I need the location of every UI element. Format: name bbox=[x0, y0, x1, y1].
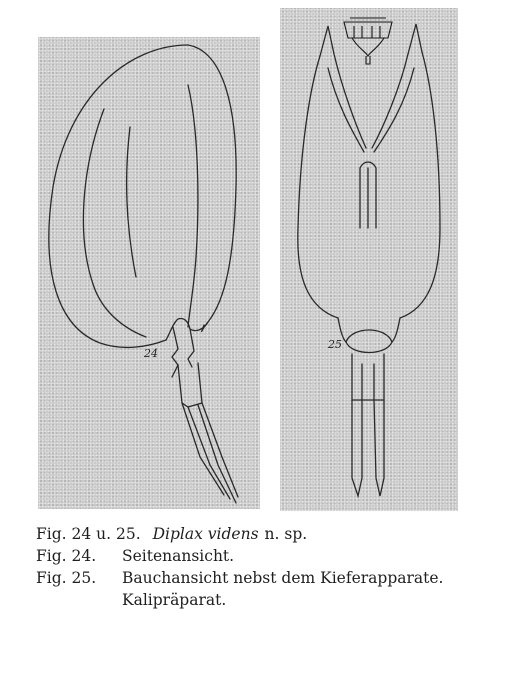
caption-species-name: Diplax videns bbox=[152, 525, 259, 543]
figure-25-label: 25 bbox=[328, 338, 342, 351]
caption-fig-25-text: Bauchansicht nebst dem Kieferapparate. bbox=[122, 569, 444, 587]
caption-line-1 bbox=[36, 523, 516, 545]
caption-species-suffix: n. sp. bbox=[264, 525, 308, 543]
caption-fig-24-text: Seitenansicht. bbox=[122, 547, 235, 565]
caption-preparation-text: Kalipräparat. bbox=[122, 591, 227, 609]
caption-line-4 bbox=[36, 589, 516, 611]
figure-24-side-view bbox=[38, 37, 260, 509]
figure-24-drawing bbox=[38, 37, 260, 509]
figure-25-drawing bbox=[280, 8, 458, 511]
caption-line-3 bbox=[36, 567, 516, 589]
caption-fig-range: Fig. 24 u. 25. bbox=[36, 525, 141, 543]
caption-fig-25: Fig. 25. bbox=[36, 569, 97, 587]
caption-line-2 bbox=[36, 545, 516, 567]
figure-25-ventral-view bbox=[280, 8, 458, 511]
figure-24-label: 24 bbox=[144, 347, 158, 360]
figure-caption bbox=[36, 523, 516, 611]
caption-fig-24: Fig. 24. bbox=[36, 547, 97, 565]
